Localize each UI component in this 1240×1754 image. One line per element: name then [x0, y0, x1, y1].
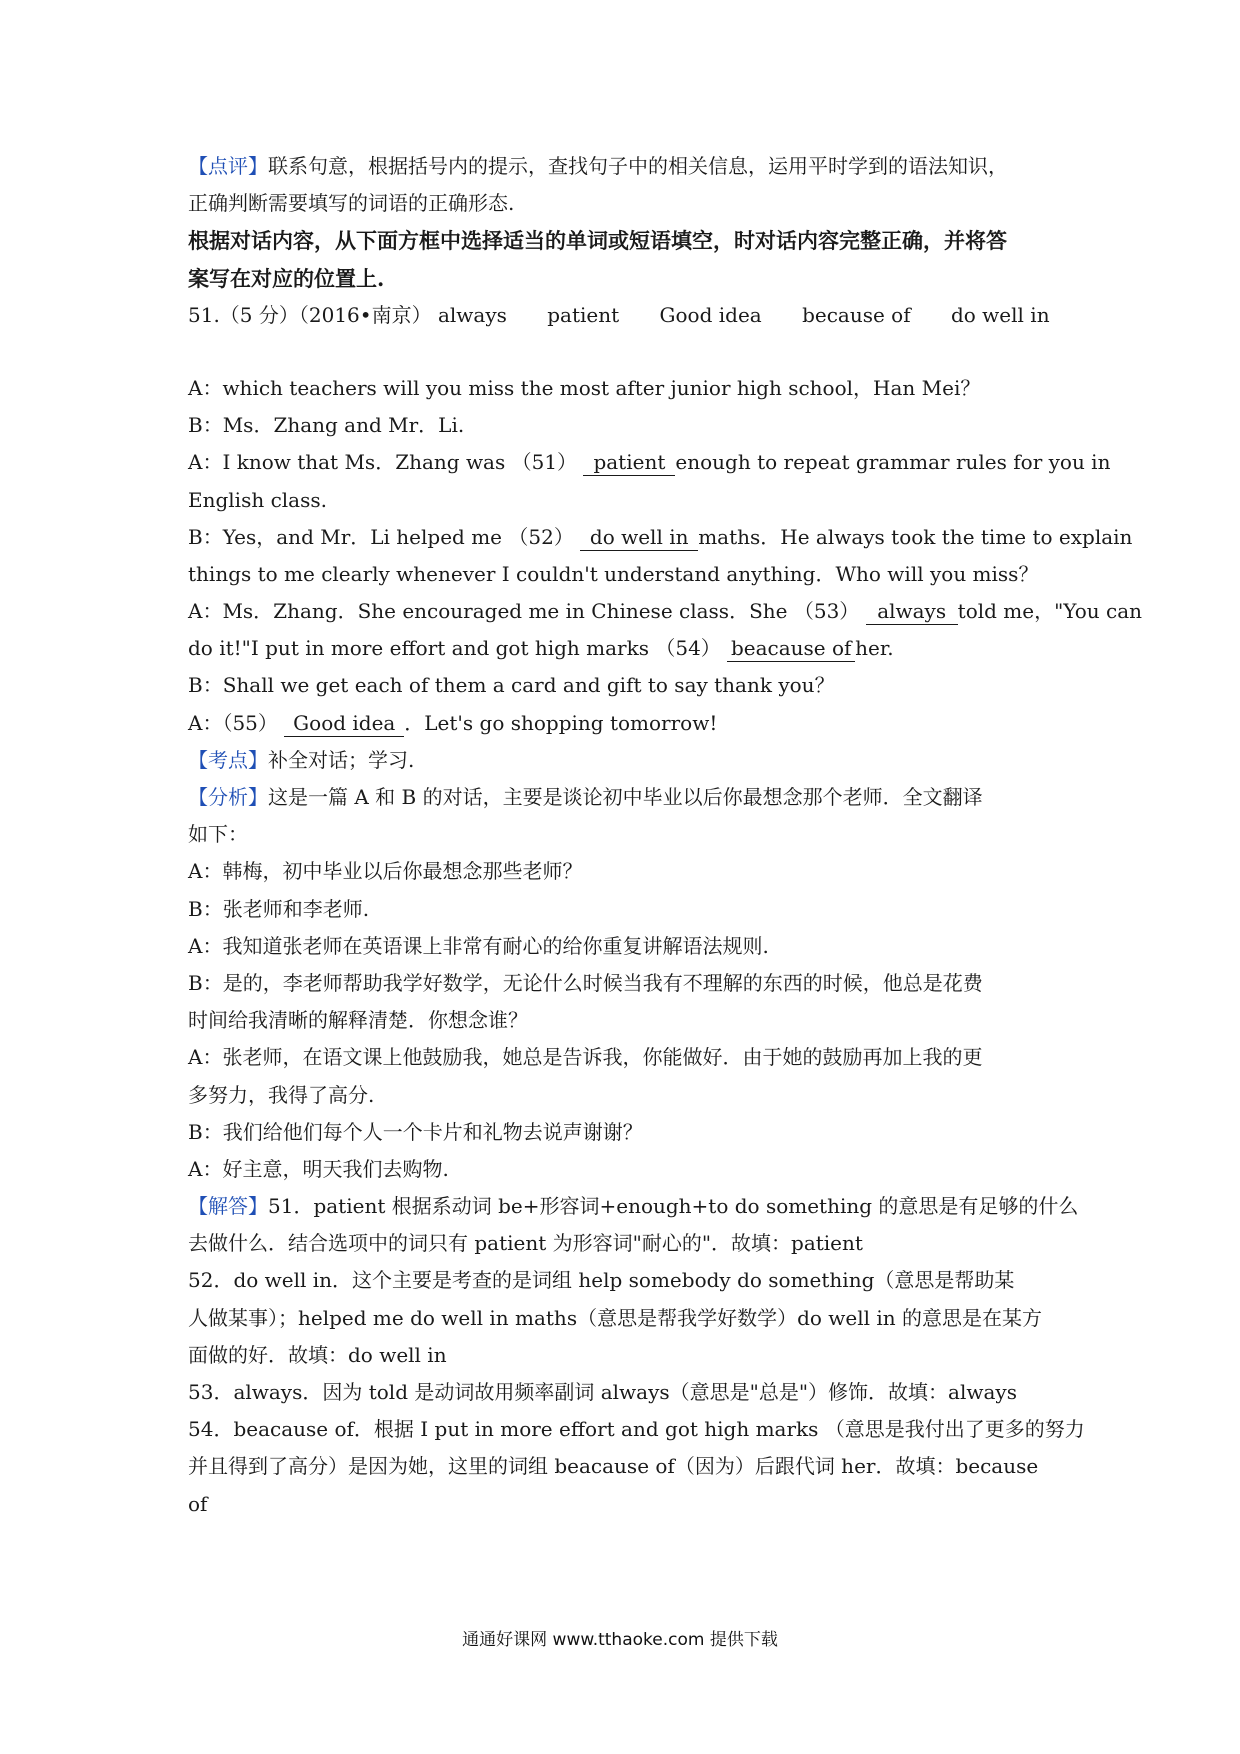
analysis-line-2: 如下：	[188, 822, 248, 847]
option-word: always	[437, 302, 507, 327]
dialogue-line: do it!"I put in more effort and got high marks （54） beacause of her.	[188, 636, 894, 661]
answer-blank-52: do well in	[580, 526, 698, 551]
answer-blank-54: beacause of	[727, 637, 855, 662]
answer-line: 去做什么．结合选项中的词只有 patient 为形容词"耐心的"．故填：patient	[188, 1231, 863, 1256]
dialogue-line: A：（55） Good idea ．Let's go shopping tomorrow!	[188, 710, 718, 735]
translation-line: B：我们给他们每个人一个卡片和礼物去说声谢谢？	[188, 1119, 643, 1144]
instruction-line-2: 案写在对应的位置上.	[188, 265, 385, 291]
translation-line: A：韩梅，初中毕业以后你最想念那些老师？	[188, 859, 583, 884]
answer-line: 面做的好．故填：do well in	[188, 1342, 447, 1367]
instruction-line-1: 根据对话内容，从下面方框中选择适当的单词或短语填空，时对话内容完整正确，并将答	[188, 228, 1007, 254]
dialogue-line: B：Yes，and Mr．Li helped me （52） do well in maths．He always took the time to explain	[188, 524, 1133, 549]
answer-line-1: 【解答】51．patient 根据系动词 be+形容词+enough+to do something 的意思是有足够的什么	[188, 1194, 1079, 1219]
answer-blank-53: always	[866, 600, 958, 625]
comment-tag: 【点评】	[188, 154, 268, 178]
comment-line-2: 正确判断需要填写的词语的正确形态.	[188, 191, 515, 216]
option-word: Good idea	[659, 302, 762, 327]
dialogue-line: things to me clearly whenever I couldn't understand anything．Who will you miss？	[188, 561, 1039, 586]
translation-line: B：张老师和李老师.	[188, 896, 370, 921]
point-tag: 【考点】	[188, 747, 268, 772]
analysis-line-1: 【分析】这是一篇 A 和 B 的对话，主要是谈论初中毕业以后你最想念那个老师．全文翻译	[188, 785, 983, 809]
comment-line-1: 【点评】联系句意，根据括号内的提示，查找句子中的相关信息，运用平时学到的语法知识，	[188, 154, 1008, 178]
answer-line: 53．always．因为 told 是动词故用频率副词 always（意思是"总是"）修饰．故填：always	[188, 1380, 1017, 1404]
option-word: do well in	[950, 302, 1050, 327]
dialogue-line: A：I know that Ms．Zhang was （51） patient enough to repeat grammar rules for you in	[188, 450, 1111, 475]
translation-line: 多努力，我得了高分.	[188, 1082, 375, 1107]
translation-line: B：是的，李老师帮助我学好数学，无论什么时候当我有不理解的东西的时候，他总是花费	[188, 970, 983, 995]
answer-blank-55: Good idea	[284, 712, 404, 737]
dialogue-line: B：Ms．Zhang and Mr．Li.	[188, 413, 465, 438]
question-header: 51.（5 分）（2016•南京） always patient Good idea because of do well in	[188, 297, 1058, 334]
point-line: 【考点】补全对话；学习.	[188, 747, 415, 772]
translation-line: A：好主意，明天我们去购物.	[188, 1156, 449, 1181]
spacer	[188, 334, 1058, 370]
page-footer: 通通好课网 www.tthaoke.com 提供下载	[462, 1630, 778, 1650]
page-content	[188, 148, 1143, 1523]
dialogue-line: A：which teachers will you miss the most after junior high school，Han Mei？	[188, 375, 981, 400]
translation-line: A：张老师，在语文课上他鼓励我，她总是告诉我，你能做好．由于她的鼓励再加上我的更	[188, 1045, 983, 1070]
answer-line: 52．do well in．这个主要是考查的是词组 help somebody do something（意思是帮助某	[188, 1268, 1015, 1293]
analysis-tag: 【分析】	[188, 785, 268, 809]
option-word: because of	[802, 302, 911, 327]
answer-blank-51: patient	[583, 451, 675, 476]
translation-line: A：我知道张老师在英语课上非常有耐心的给你重复讲解语法规则.	[188, 933, 769, 958]
option-word: patient	[547, 302, 620, 327]
dialogue-line: English class.	[188, 487, 327, 512]
answer-tag: 【解答】	[188, 1194, 268, 1219]
answer-line: 54．beacause of．根据 I put in more effort and got high marks （意思是我付出了更多的努力	[188, 1417, 1085, 1442]
answer-line: 并且得到了高分）是因为她，这里的词组 beacause of（因为）后跟代词 her．故填：because	[188, 1454, 1039, 1479]
dialogue-line: B：Shall we get each of them a card and gift to say thank you？	[188, 673, 835, 698]
translation-line: 时间给我清晰的解释清楚．你想念谁？	[188, 1008, 528, 1033]
answer-line: of	[188, 1491, 208, 1516]
answer-line: 人做某事）；helped me do well in maths（意思是帮我学好数学）do well in 的意思是在某方	[188, 1305, 1043, 1330]
dialogue-line: A：Ms．Zhang．She encouraged me in Chinese class．She （53） always told me，"You can	[188, 599, 1143, 624]
